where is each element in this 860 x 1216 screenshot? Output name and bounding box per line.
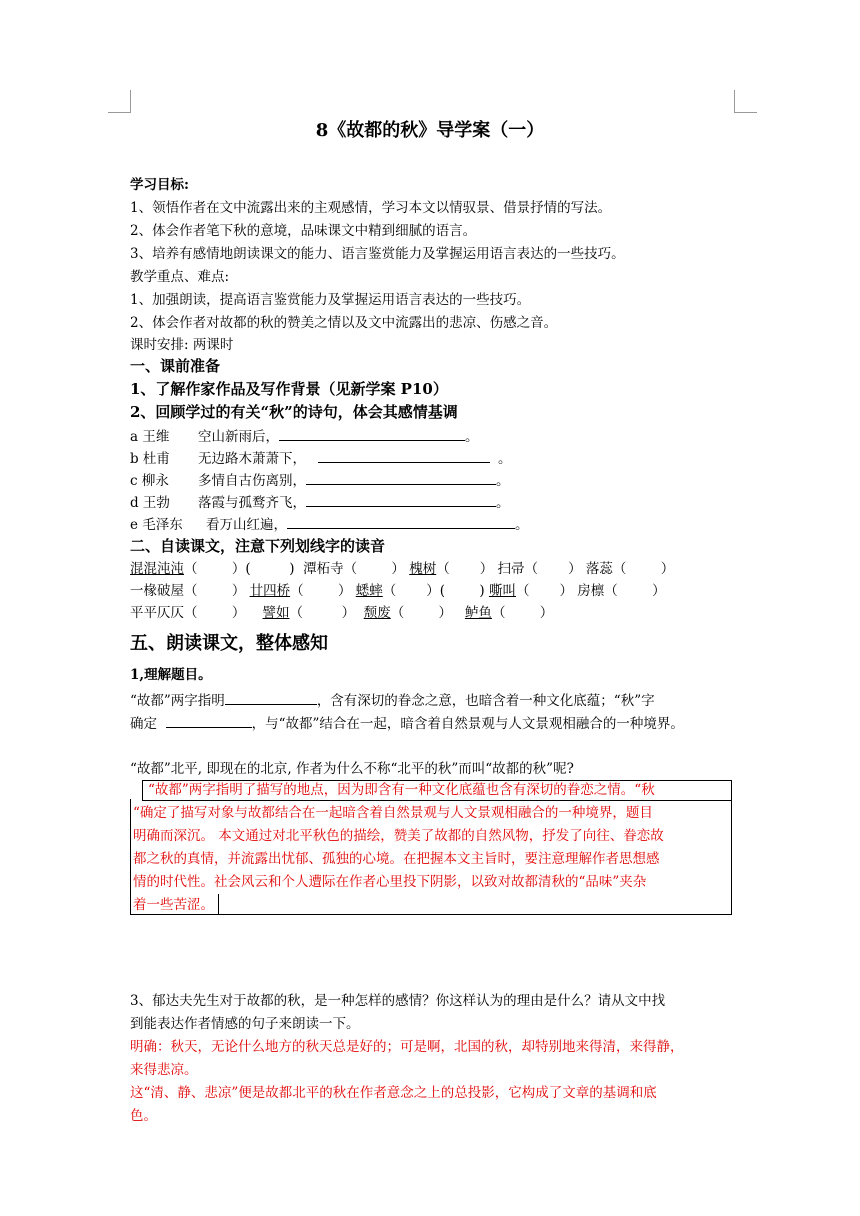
text: ，含有深切的眷念之意，也暗含着一种文化底蕴；“秋”字 <box>316 693 655 709</box>
answer-line: “故都”两字指明了描写的地点，因为即含有一种文化底蕴也含有深切的眷恋之情。“秋 <box>148 782 655 798</box>
poem-row <box>130 448 512 468</box>
word: 槐树 <box>409 561 437 577</box>
poem-row <box>130 492 510 512</box>
poem-author: d 王勃 <box>130 495 170 511</box>
poem-end: 。 <box>515 517 529 533</box>
poem-end: 。 <box>496 495 510 511</box>
answer-line: 都之秋的真情，并流露出忧郁、孤独的心境。在把握本文主旨时，要注意理解作者思想感 <box>133 851 660 867</box>
page-corner-mark-right <box>734 90 757 113</box>
text: “故都”两字指明 <box>130 693 225 709</box>
word: 潭柘寺 <box>303 561 344 577</box>
poem-line: 无边路木萧萧下， <box>198 451 306 467</box>
goal-item: 3、培养有感情地朗读课文的能力、语言鉴赏能力及掌握运用语言表达的一些技巧。 <box>130 246 625 262</box>
word: 譬如 <box>262 605 290 621</box>
answer-3: 色。 <box>130 1108 157 1124</box>
fill-paragraph-line <box>130 713 684 733</box>
poem-author: a 王维 <box>130 429 170 445</box>
word: 房檩 <box>577 583 605 599</box>
document-title: 8《故都的秋》导学案（一） <box>315 120 545 141</box>
answer-3: 这“清、静、悲凉”便是故都北平的秋在作者意念之上的总投影，它构成了文章的基调和底 <box>130 1085 657 1101</box>
poem-line: 落霞与孤鹜齐飞， <box>198 495 306 511</box>
key-point-item: 1、加强朗读，提高语言鉴赏能力及掌握运用语言表达的一些技巧。 <box>130 292 531 308</box>
pronunciation-row: 平平仄仄（ ） 譬如（ ） 颓废（ ） 鲈鱼（ ） <box>130 605 554 621</box>
poem-blank[interactable] <box>318 448 490 463</box>
section-sub-poems: 2、回顾学过的有关“秋”的诗句，体会其感情基调 <box>130 403 458 421</box>
page-corner-mark-left <box>108 90 131 113</box>
poem-end: 。 <box>465 429 479 445</box>
question-3: 3、郁达夫先生对于故都的秋，是一种怎样的感情？你这样认为的理由是什么？请从文中找 <box>130 993 666 1009</box>
answer-frame <box>130 894 219 915</box>
pronunciation-row: 一椽破屋（ ） 廿四桥（ ） 蟋蟀（ ）( ) 嘶叫（ ） 房檩（ ） <box>130 583 666 599</box>
poem-author: e 毛泽东 <box>130 517 183 533</box>
poem-author: b 杜甫 <box>130 451 170 467</box>
poem-blank[interactable] <box>306 470 496 485</box>
poem-end: 。 <box>496 473 510 489</box>
word: 一椽破屋 <box>130 583 184 599</box>
word: 嘶叫 <box>488 583 516 599</box>
answer-3: 来得悲凉。 <box>130 1062 198 1078</box>
schedule-text: 课时安排: 两课时 <box>130 337 234 353</box>
key-point-item: 2、体会作者对故都的秋的赞美之情以及文中流露出的悲凉、伤感之音。 <box>130 315 558 331</box>
text: ，与“故都”结合在一起，暗含着自然景观与人文景观相融合的一种境界。 <box>251 716 684 732</box>
section-sub-background: 1、了解作家作品及写作背景（见新学案 P10） <box>130 380 448 398</box>
answer-line: 着一些苦涩。 <box>133 897 214 913</box>
word: 廿四桥 <box>249 583 291 599</box>
answer-3: 明确：秋天，无论什么地方的秋天总是好的；可是啊，北国的秋，却特别地来得清，来得静， <box>130 1039 684 1055</box>
poem-line: 多情自古伤离别， <box>198 473 306 489</box>
goals-heading: 学习目标: <box>130 177 189 193</box>
goal-item: 1、领悟作者在文中流露出来的主观感情，学习本文以情驭景、借景抒情的写法。 <box>130 200 612 216</box>
answer-line: 情的时代性。社会风云和个人遭际在作者心里投下阴影，以致对故都清秋的“品味”夹杂 <box>133 874 647 890</box>
sub-heading-title: 1,理解题目。 <box>130 667 212 683</box>
text: 确定 <box>130 716 157 732</box>
goal-item: 2、体会作者笔下秋的意境，品味课文中精到细腻的语言。 <box>130 223 477 239</box>
question-text: “故都”北平, 即现在的北京, 作者为什么不称“北平的秋”而叫“故都的秋”呢? <box>130 761 574 777</box>
fill-blank[interactable] <box>225 690 317 705</box>
poem-author: c 柳永 <box>130 473 169 489</box>
poem-row <box>130 426 479 446</box>
word: 混混沌沌 <box>130 561 184 577</box>
word: 扫帚 <box>497 561 525 577</box>
section-heading-reading: 二、自读课文，注意下列划线字的读音 <box>130 537 386 555</box>
word: 蟋蟀 <box>355 583 383 599</box>
poem-blank[interactable] <box>279 426 465 441</box>
word: 落蕊 <box>585 561 613 577</box>
poem-row <box>130 470 510 490</box>
section-heading-prep: 一、课前准备 <box>130 357 221 375</box>
poem-line: 看万山红遍， <box>206 517 287 533</box>
word: 鲈鱼 <box>464 605 492 621</box>
word: 颓废 <box>363 605 391 621</box>
poem-end: 。 <box>498 451 512 467</box>
poem-line: 空山新雨后， <box>198 429 279 445</box>
answer-line: 明确而深沉。 本文通过对北平秋色的描绘，赞美了故都的自然风物，抒发了向往、眷恋故 <box>133 828 664 844</box>
word: 平平仄仄 <box>130 605 184 621</box>
poem-row <box>130 514 529 534</box>
fill-paragraph-line <box>130 690 655 710</box>
poem-blank[interactable] <box>306 492 496 507</box>
poem-blank[interactable] <box>287 514 515 529</box>
pronunciation-row: 混混沌沌（ ）( ) 潭柘寺（ ） 槐树（ ） 扫帚（ ） 落蕊（ ） <box>130 561 675 577</box>
fill-blank[interactable] <box>166 713 252 728</box>
answer-line: “确定了描写对象与故都结合在一起暗含着自然景观与人文景观相融合的一种境界，题目 <box>133 805 653 821</box>
section-heading-overview: 五、朗读课文，整体感知 <box>130 633 328 654</box>
question-3: 到能表达作者情感的句子来朗读一下。 <box>130 1016 360 1032</box>
key-points-heading: 教学重点、难点: <box>130 269 230 285</box>
